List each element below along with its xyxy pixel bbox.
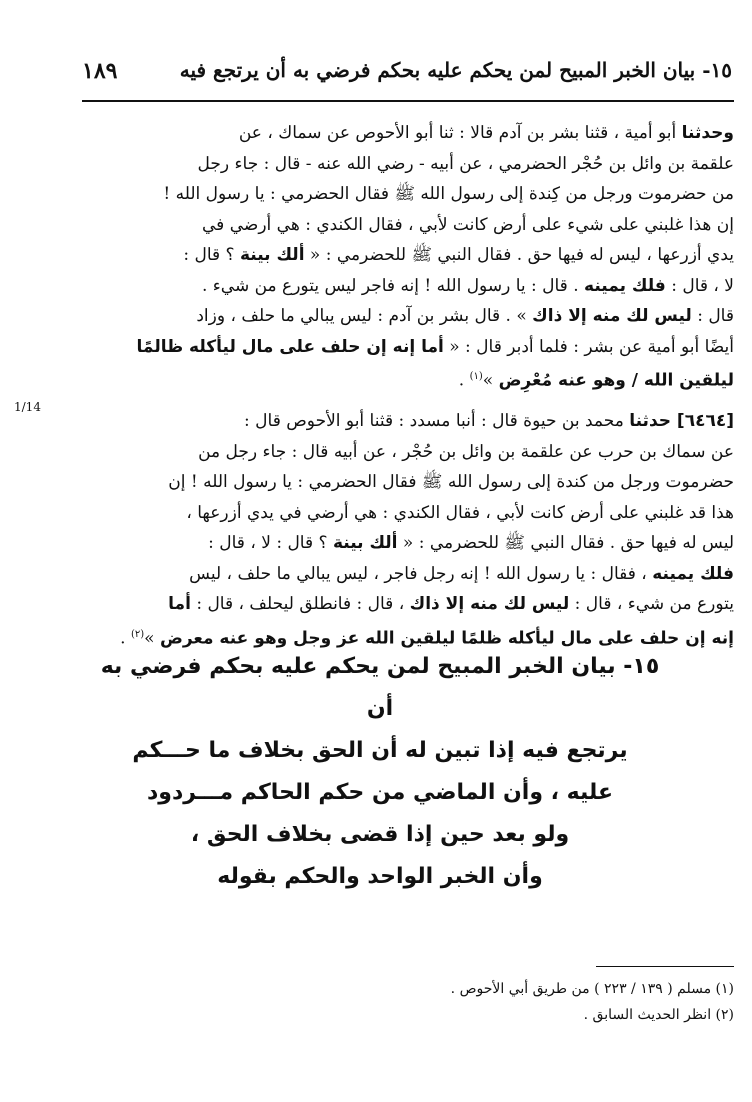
paragraph-gap — [40, 396, 734, 406]
footnote-1: (١) مسلم ( ١٣٩ / ٢٢٣ ) من طريق أبي الأحوص . — [450, 981, 734, 997]
footnote-2: (٢) انظر الحديث السابق . — [583, 1007, 734, 1023]
footnote-ref-1: (١) — [469, 371, 483, 382]
hadith-paragraph-2 — [40, 406, 734, 654]
footnotes — [300, 976, 734, 1028]
section-heading — [100, 646, 660, 898]
text-line: فلك يمينه ، فقال : يا رسول الله ! إنه رجل فاجر ، ليس يبالي ما حلف ، ليس — [189, 563, 734, 584]
running-header — [82, 56, 732, 96]
text-line: يدي أزرعها ، ليس له فيها حق . فقال النبي ﷺ للحضرمي : « ألك بينة ؟ قال : — [183, 245, 734, 265]
text-line: عن سماك بن حرب عن علقمة بن وائل بن حُجْر ، عن أبيه قال : جاء رجل من — [198, 441, 734, 462]
header-rule — [82, 100, 734, 102]
text-line: حضرموت ورجل من كندة إلى رسول الله ﷺ فقال الحضرمي : يا رسول الله ! إن — [168, 472, 734, 493]
text-line: إن هذا غلبني على شيء على أرض كانت لأبي ، فقال الكندي : هي أرضي في — [202, 214, 734, 235]
text-line: علقمة بن وائل بن حُجْر الحضرمي ، عن أبيه - رضي الله عنه - قال : جاء رجل — [197, 153, 734, 174]
page-number: ١٨٩ — [82, 58, 118, 84]
section-heading-line: وأن الخبر الواحد والحكم بقوله — [217, 864, 543, 889]
section-heading-line: عليه ، وأن الماضي من حكم الحاكم مـــردود — [146, 780, 614, 805]
text-line: أيضًا أبو أمية عن بشر : فلما أدبر قال : « أما إنه إن حلف على مال ليأكله ظالمًا — [136, 336, 734, 357]
section-heading-line: ١٥- بيان الخبر المبيح لمن يحكم عليه بحكم فرضي به أن — [100, 654, 660, 721]
section-heading-line: يرتجع فيه إذا تبين له أن الحق بخلاف ما حـــكم — [132, 738, 628, 763]
text-line: من حضرموت ورجل من كِندة إلى رسول الله ﷺ فقال الحضرمي : يا رسول الله ! — [163, 184, 734, 204]
section-heading-line: ولو بعد حين إذا قضى بخلاف الحق ، — [190, 822, 570, 847]
text-line: ليلقين الله / وهو عنه مُعْرِض »$^{(١)}$ . — [458, 370, 734, 391]
margin-manuscript-note: 1/14 — [14, 400, 41, 414]
text-line: إنه إن حلف على مال ليأكله ظلمًا ليلقين الله عز وجل وهو عنه معرض »$^{(٢)}$ . — [120, 628, 734, 649]
text-line: ليس له فيها حق . فقال النبي ﷺ للحضرمي : « ألك بينة ؟ قال : لا ، قال : — [208, 533, 734, 554]
main-text — [40, 118, 734, 654]
footnote-rule — [596, 966, 734, 967]
text-line: هذا قد غلبني على أرض كانت لأبي ، فقال الكندي : هي أرضي في يدي أزرعها ، — [186, 502, 734, 523]
running-header-title: ١٥- بيان الخبر المبيح لمن يحكم عليه بحكم فرضي به أن يرتجع فيه — [179, 58, 732, 82]
text-line: لا ، قال : فلك يمينه . قال : يا رسول الله ! إنه فاجر ليس يتورع من شيء . — [201, 275, 734, 296]
text-line: يتورع من شيء ، قال : ليس لك منه إلا ذاك ، قال : فانطلق ليحلف ، قال : أما — [168, 594, 734, 615]
hadith-paragraph-1 — [40, 118, 734, 396]
footnote-ref-2: (٢) — [130, 628, 145, 640]
text-line: [٦٤٦٤] حدثنا محمد بن حيوة قال : أنبا مسدد : قثنا أبو الأحوص قال : — [244, 411, 734, 432]
text-line: وحدثنا أبو أمية ، قثنا بشر بن آدم قالا : ثنا أبو الأحوص عن سماك ، عن — [238, 123, 734, 143]
text-line: قال : ليس لك منه إلا ذاك » . قال بشر بن آدم : ليس يبالي ما حلف ، وزاد — [196, 306, 734, 326]
